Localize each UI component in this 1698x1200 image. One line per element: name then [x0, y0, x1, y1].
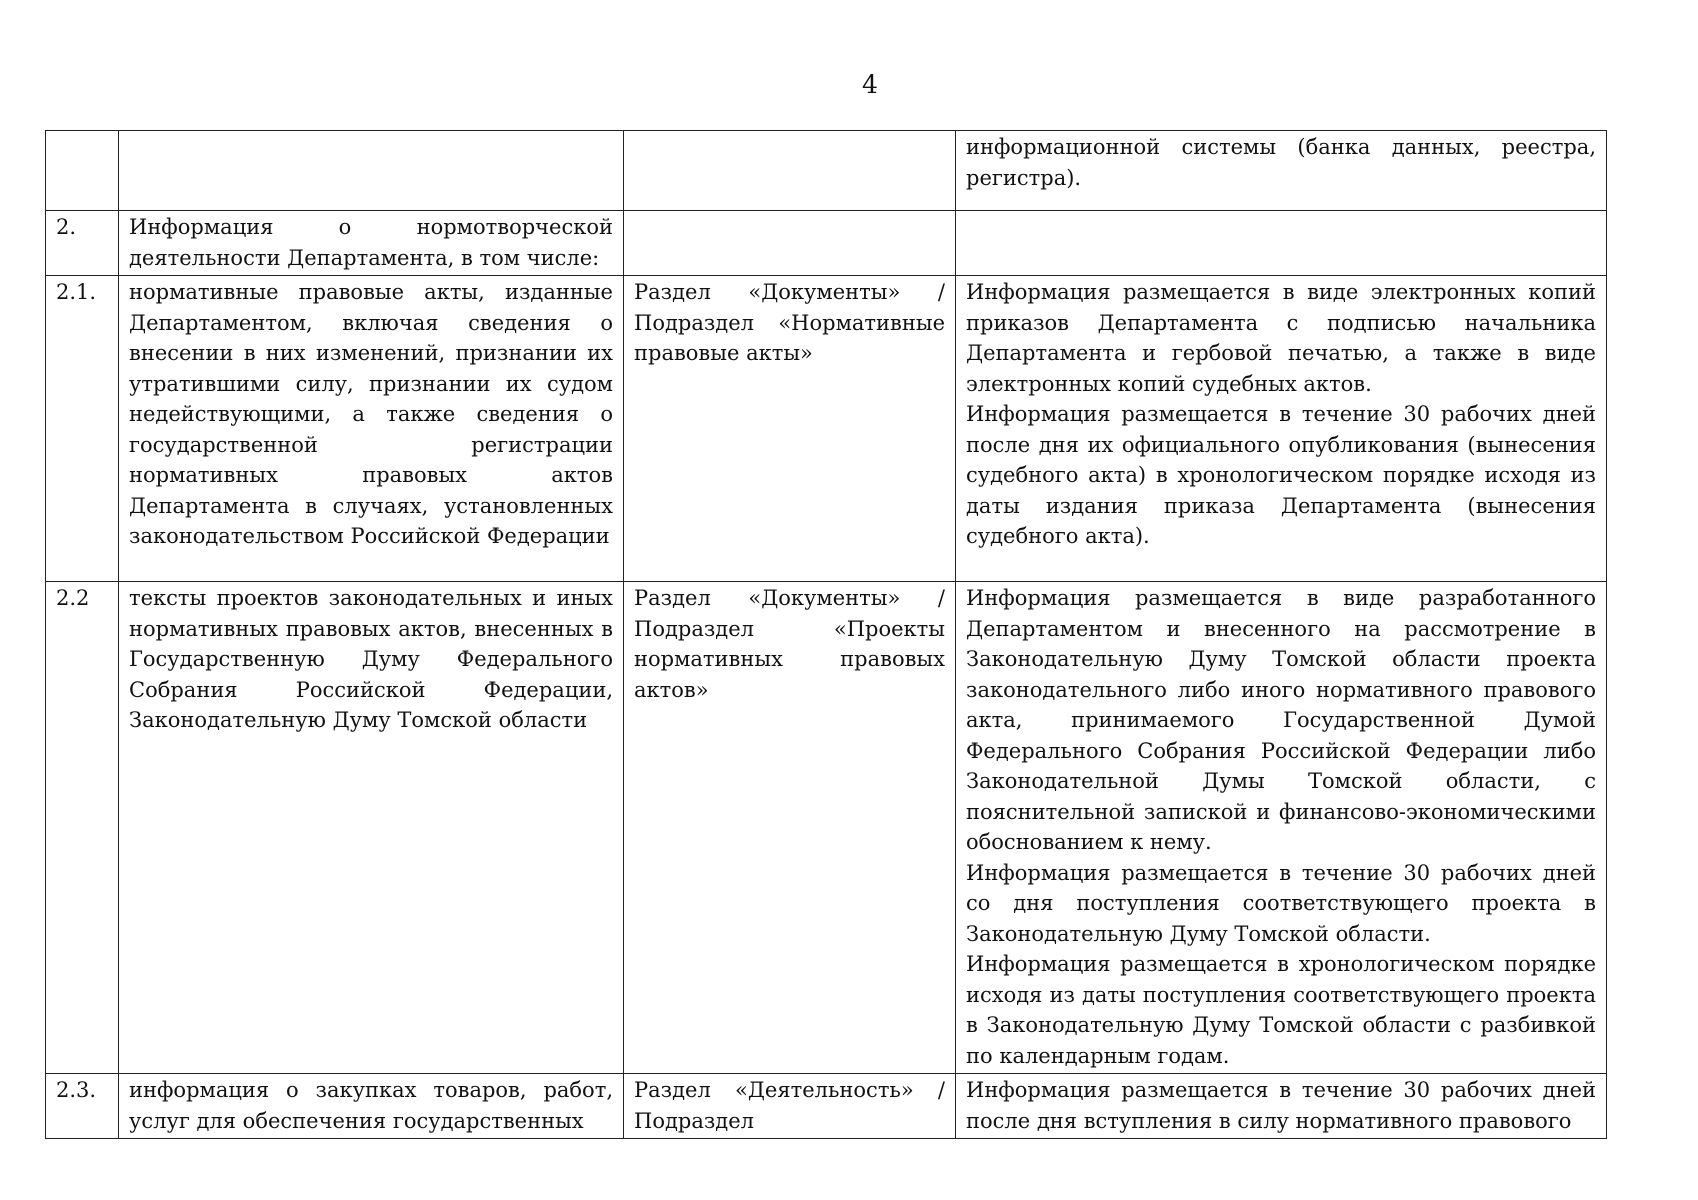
row-details-cell [956, 276, 1607, 582]
table-row [46, 276, 1607, 582]
row-location-cell [624, 211, 956, 276]
row-number-cell [46, 131, 119, 211]
details-paragraph: Информация размещается в виде разработанного Департаментом и внесенного на рассмотрение в Законодательную Думу Томской области проекта законодательного либо иного нормативного правового акта, принимаемого Государственной Думой Федерального Собрания Российской Федерации либо Законодательной Думы Томской области, с пояснительной запиской и финансово-экономическими обоснованием к нему. [966, 586, 1596, 854]
table-row [46, 1074, 1607, 1139]
details-paragraph: Информация размещается в хронологическом порядке исходя из даты поступления соответствующего проекта в Законодательную Думу Томской области с разбивкой по календарным годам. [966, 952, 1596, 1068]
details-paragraph: Информация размещается в виде электронных копий приказов Департамента с подписью начальника Департамента и гербовой печатью, а также в виде электронных копий судебных актов. [966, 280, 1596, 396]
row-location-cell [624, 131, 956, 211]
row-number-cell: 2.2 [46, 582, 119, 1074]
row-name-cell: тексты проектов законодательных и иных нормативных правовых актов, внесенных в Государственную Думу Федерального Собрания Российской Федерации, Законодательную Думу Томской области [119, 582, 624, 1074]
row-name-cell: нормативные правовые акты, изданные Департаментом, включая сведения о внесении в них изменений, признании их утратившими силу, признании их судом недействующими, а также сведения о государственной регистрации нормативных правовых актов Департамента в случаях, установленных законодательством Российской Федерации [119, 276, 624, 582]
row-name-cell: информация о закупках товаров, работ, услуг для обеспечения государственных [119, 1074, 624, 1139]
details-paragraph: Информация размещается в течение 30 рабочих дней со дня поступления соответствующего проекта в Законодательную Думу Томской области. [966, 860, 1596, 946]
information-table [45, 130, 1607, 1139]
row-location-cell: Раздел «Документы» / Подраздел «Проекты нормативных правовых актов» [624, 582, 956, 1074]
row-details-cell [956, 131, 1607, 211]
table-row [46, 131, 1607, 211]
row-details-cell [956, 1074, 1607, 1139]
details-paragraph: Информация размещается в течение 30 рабочих дней после дня их официального опубликования (вынесения судебного акта) в хронологическом порядке исходя из даты издания приказа Департамента (вынесения судебного акта). [966, 402, 1596, 548]
row-number-cell: 2. [46, 211, 119, 276]
details-paragraph: информационной системы (банка данных, реестра, регистра). [966, 135, 1596, 190]
table-row [46, 211, 1607, 276]
row-number-cell: 2.1. [46, 276, 119, 582]
row-details-cell [956, 582, 1607, 1074]
details-paragraph: Информация размещается в течение 30 рабочих дней после дня вступления в силу нормативного правового [966, 1078, 1596, 1133]
page-number: 4 [862, 70, 878, 99]
table-row [46, 582, 1607, 1074]
row-location-cell: Раздел «Документы» / Подраздел «Нормативные правовые акты» [624, 276, 956, 582]
row-number-cell: 2.3. [46, 1074, 119, 1139]
row-name-cell: Информация о нормотворческой деятельности Департамента, в том числе: [119, 211, 624, 276]
row-location-cell: Раздел «Деятельность» / Подраздел [624, 1074, 956, 1139]
row-details-cell [956, 211, 1607, 276]
row-name-cell [119, 131, 624, 211]
